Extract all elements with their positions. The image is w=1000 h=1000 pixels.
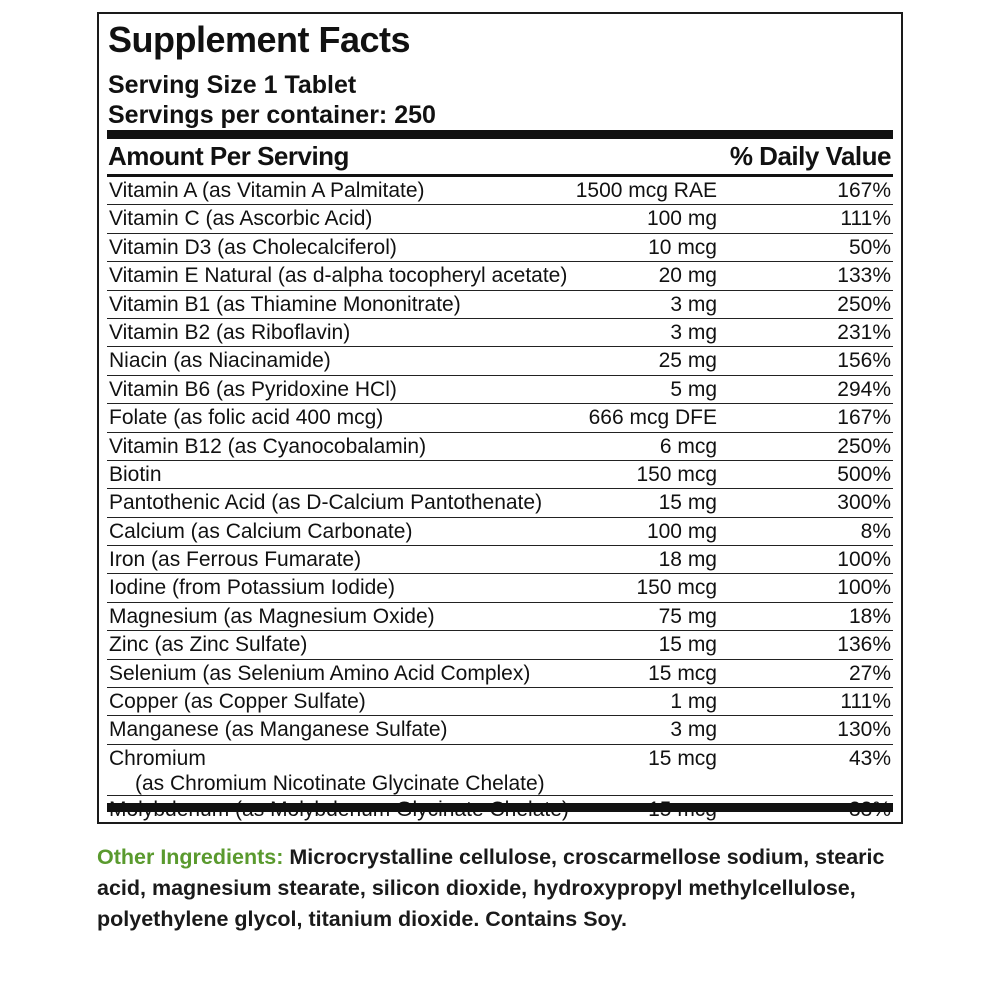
nutrient-daily-value: 294% <box>837 377 891 401</box>
nutrient-name-text: Vitamin B6 (as Pyridoxine HCl) <box>109 377 397 401</box>
amount-per-serving-header: Amount Per Serving <box>108 141 349 171</box>
nutrient-name-text: Copper (as Copper Sulfate) <box>109 690 366 714</box>
nutrient-daily-value: 167% <box>837 406 891 430</box>
other-ingredients-label: Other Ingredients: <box>97 845 284 869</box>
nutrient-amount: 150 mcg <box>636 576 717 600</box>
nutrient-row <box>107 262 893 290</box>
nutrient-name-text: Vitamin A (as Vitamin A Palmitate) <box>109 179 425 202</box>
nutrient-row <box>107 177 893 205</box>
nutrient-name-text: Magnesium (as Magnesium Oxide) <box>109 604 435 628</box>
nutrient-row <box>107 461 893 489</box>
nutrient-daily-value: 100% <box>837 576 891 600</box>
nutrient-amount: 6 mcg <box>659 434 717 458</box>
nutrient-daily-value: 111% <box>840 207 891 231</box>
nutrient-amount: 150 mcg <box>636 462 717 486</box>
nutrient-row <box>107 603 893 631</box>
nutrient-name-text: Vitamin C (as Ascorbic Acid) <box>109 207 373 231</box>
nutrient-name <box>109 603 435 630</box>
nutrient-table <box>107 177 893 825</box>
nutrient-name <box>109 489 542 516</box>
nutrient-row <box>107 631 893 659</box>
nutrient-amount: 100 mg <box>646 519 717 543</box>
nutrient-name-text: Manganese (as Manganese Sulfate) <box>109 718 448 742</box>
nutrient-daily-value: 100% <box>837 548 891 572</box>
nutrient-row <box>107 574 893 602</box>
nutrient-name-text: Vitamin B2 (as Riboflavin) <box>109 320 351 344</box>
servings-per-container: Servings per container: 250 <box>108 101 436 129</box>
nutrient-row <box>107 546 893 574</box>
nutrient-amount: 3 mg <box>670 292 717 316</box>
nutrient-name-text: Folate (as folic acid 400 mcg) <box>109 406 384 430</box>
nutrient-name-subtext: (as Chromium Nicotinate Glycinate Chelate) <box>135 771 545 795</box>
nutrient-name-text: Calcium (as Calcium Carbonate) <box>109 519 413 543</box>
nutrient-row <box>107 518 893 546</box>
nutrient-name <box>109 631 307 658</box>
nutrient-name <box>109 262 567 289</box>
nutrient-name-text: Niacin (as Niacinamide) <box>109 349 331 373</box>
nutrient-row <box>107 376 893 404</box>
nutrient-row <box>107 234 893 262</box>
bottom-thick-divider <box>107 803 893 812</box>
nutrient-daily-value: 250% <box>837 292 891 316</box>
nutrient-name-text: Chromium <box>109 746 206 770</box>
nutrient-name <box>109 291 461 318</box>
nutrient-amount: 1 mg <box>670 690 717 714</box>
nutrient-name-text: Iron (as Ferrous Fumarate) <box>109 548 362 572</box>
nutrient-amount: 10 mcg <box>648 235 717 259</box>
nutrient-daily-value: 156% <box>837 349 891 373</box>
nutrient-daily-value: 500% <box>837 462 891 486</box>
nutrient-name <box>109 461 162 488</box>
nutrient-amount: 3 mg <box>670 718 717 742</box>
nutrient-name-text: Zinc (as Zinc Sulfate) <box>109 633 308 657</box>
nutrient-row <box>107 319 893 347</box>
nutrient-name <box>109 319 350 346</box>
daily-value-header: % Daily Value <box>729 141 891 171</box>
nutrient-name <box>109 745 545 795</box>
nutrient-daily-value: 130% <box>837 718 891 742</box>
nutrient-amount: 1500 mcg RAE <box>575 179 717 202</box>
nutrient-name-text: Pantothenic Acid (as D-Calcium Pantothenate) <box>109 491 543 515</box>
nutrient-name <box>109 404 383 431</box>
nutrient-name-text: Vitamin B1 (as Thiamine Mononitrate) <box>109 292 461 316</box>
nutrient-amount: 18 mg <box>658 548 717 572</box>
nutrient-amount: 15 mg <box>658 633 717 657</box>
nutrient-daily-value: 27% <box>848 661 891 685</box>
nutrient-name-text: Iodine (from Potassium Iodide) <box>109 576 395 600</box>
nutrient-name <box>109 433 426 460</box>
nutrient-amount: 15 mg <box>658 491 717 515</box>
nutrient-name <box>109 574 395 601</box>
nutrient-daily-value: 18% <box>848 604 891 628</box>
nutrient-name-text: Selenium (as Selenium Amino Acid Complex) <box>109 661 531 685</box>
nutrient-name-text: Biotin <box>109 462 162 486</box>
nutrient-daily-value: 50% <box>848 235 891 259</box>
nutrient-name-text: Vitamin B12 (as Cyanocobalamin) <box>109 434 427 458</box>
nutrient-row <box>107 660 893 688</box>
nutrient-name <box>109 376 397 403</box>
nutrient-name-text: Vitamin E Natural (as d-alpha tocopheryl acetate) <box>109 264 568 288</box>
nutrient-name <box>109 518 412 545</box>
nutrient-row <box>107 205 893 233</box>
nutrient-name <box>109 347 331 374</box>
other-ingredients-text: Microcrystalline cellulose, croscarmellose sodium, stearic acid, magnesium stearate, silicon dioxide, hydroxypropyl methylcellulose, polyethylene glycol, titanium dioxide. Contains Soy. <box>97 845 885 931</box>
nutrient-daily-value: 133% <box>837 264 891 288</box>
nutrient-amount: 666 mcg DFE <box>588 406 717 430</box>
nutrient-daily-value: 8% <box>860 519 891 543</box>
nutrient-name <box>109 716 448 743</box>
panel-title: Supplement Facts <box>108 19 411 60</box>
nutrient-daily-value: 250% <box>837 434 891 458</box>
nutrient-daily-value: 300% <box>837 491 891 515</box>
nutrient-row <box>107 347 893 375</box>
nutrient-row <box>107 489 893 517</box>
nutrient-amount: 15 mcg <box>648 746 717 770</box>
nutrient-daily-value: 111% <box>840 690 891 714</box>
nutrient-amount: 15 mcg <box>648 661 717 685</box>
nutrient-daily-value: 43% <box>848 746 891 770</box>
nutrient-name <box>109 205 372 232</box>
nutrient-name <box>109 546 361 573</box>
column-header-row <box>108 140 891 172</box>
nutrient-daily-value: 136% <box>837 633 891 657</box>
nutrient-amount: 20 mg <box>658 264 717 288</box>
nutrient-amount: 75 mg <box>658 604 717 628</box>
nutrient-name <box>109 660 530 687</box>
other-ingredients <box>97 842 917 935</box>
nutrient-name <box>109 688 366 715</box>
nutrient-row <box>107 745 893 796</box>
nutrient-daily-value: 231% <box>837 320 891 344</box>
nutrient-amount: 3 mg <box>670 320 717 344</box>
nutrient-name <box>109 177 425 204</box>
top-thick-divider <box>107 130 893 139</box>
supplement-facts-panel <box>97 12 903 824</box>
nutrient-amount: 100 mg <box>646 207 717 231</box>
nutrient-row <box>107 404 893 432</box>
nutrient-row <box>107 291 893 319</box>
nutrient-row <box>107 716 893 744</box>
serving-size: Serving Size 1 Tablet <box>108 71 357 99</box>
nutrient-amount: 5 mg <box>670 377 717 401</box>
nutrient-name <box>109 234 397 261</box>
nutrient-name-text: Vitamin D3 (as Cholecalciferol) <box>109 235 397 259</box>
nutrient-daily-value: 167% <box>837 179 891 202</box>
nutrient-amount: 25 mg <box>658 349 717 373</box>
nutrient-row <box>107 433 893 461</box>
nutrient-row <box>107 688 893 716</box>
